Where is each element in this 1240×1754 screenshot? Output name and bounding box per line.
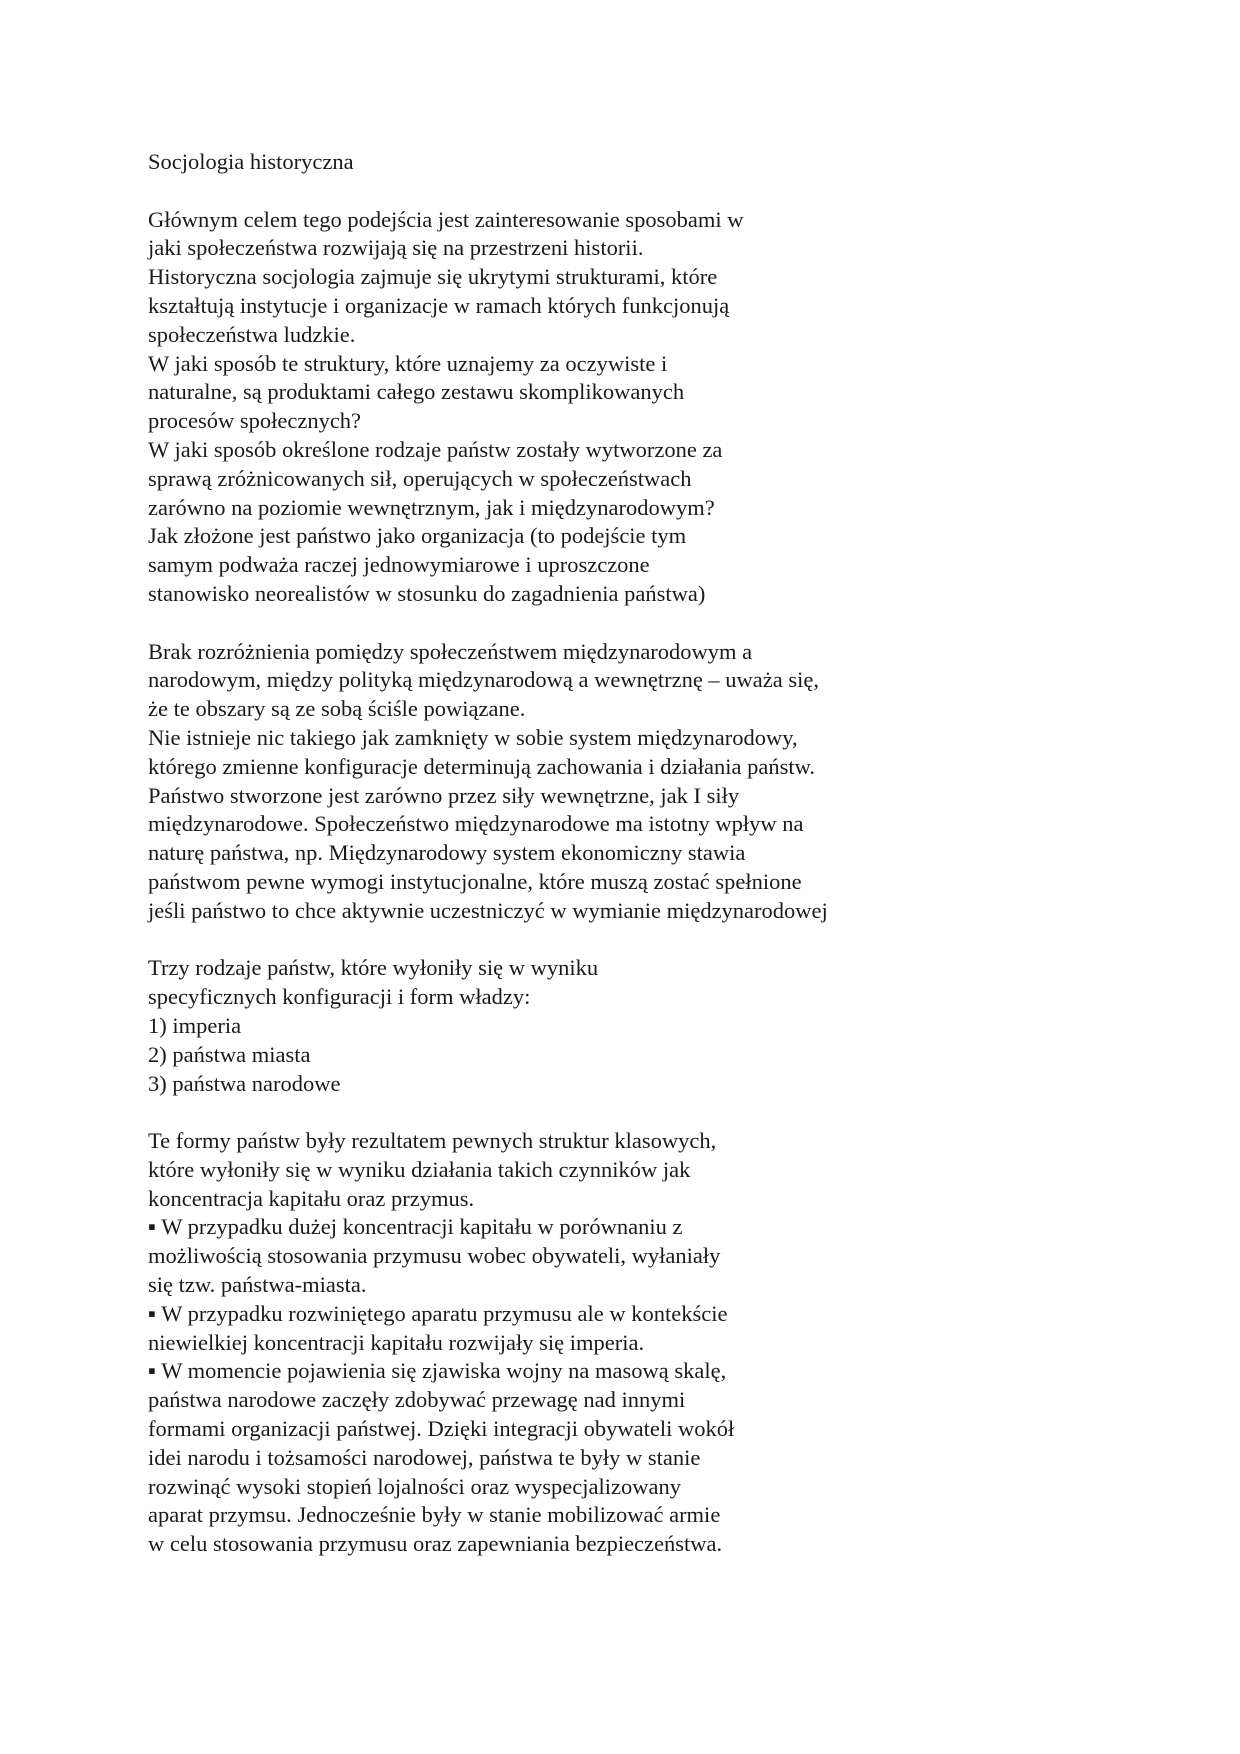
text-line: sprawą zróżnicowanych sił, operujących w społeczeństwach — [148, 465, 692, 491]
text-line: aparat przymsu. Jednocześnie były w stanie mobilizować armie — [148, 1502, 721, 1528]
text-line: rozwinąć wysoki stopień lojalności oraz wyspecjalizowany — [148, 1473, 681, 1499]
text-line: społeczeństwa ludzkie. — [148, 321, 356, 347]
paragraph-3 — [148, 954, 1148, 1098]
text-line: państwom pewne wymogi instytucjonalne, które muszą zostać spełnione — [148, 868, 802, 894]
text-line: procesów społecznych? — [148, 408, 362, 434]
list-item: 3) państwa narodowe — [148, 1070, 341, 1096]
text-line: się tzw. państwa-miasta. — [148, 1272, 367, 1298]
text-line: naturę państwa, np. Międzynarodowy system ekonomiczny stawia — [148, 840, 746, 866]
text-line: w celu stosowania przymusu oraz zapewniania bezpieczeństwa. — [148, 1531, 723, 1557]
text-line: Państwo stworzone jest zarówno przez siły wewnętrzne, jak I siły — [148, 782, 740, 808]
document-title: Socjologia historyczna — [148, 149, 354, 174]
text-line: naturalne, są produktami całego zestawu skomplikowanych — [148, 379, 685, 405]
text-line: Jak złożone jest państwo jako organizacja (to podejście tym — [148, 523, 687, 549]
text-line: Historyczna socjologia zajmuje się ukrytymi strukturami, które — [148, 264, 718, 290]
paragraph-4 — [148, 1127, 1148, 1559]
text-line: państwa narodowe zaczęły zdobywać przewagę nad innymi — [148, 1387, 686, 1413]
text-line: koncentracja kapitału oraz przymus. — [148, 1185, 475, 1211]
text-line: Głównym celem tego podejścia jest zainteresowanie sposobami w — [148, 206, 744, 232]
text-line: ▪ W momencie pojawienia się zjawiska wojny na masową skalę, — [148, 1358, 727, 1384]
paragraph-2 — [148, 638, 1148, 926]
list-item: 1) imperia — [148, 1012, 242, 1038]
text-line: kształtują instytucje i organizacje w ramach których funkcjonują — [148, 292, 730, 318]
text-line: Te formy państw były rezultatem pewnych struktur klasowych, — [148, 1128, 717, 1154]
text-line: W jaki sposób te struktury, które uznajemy za oczywiste i — [148, 350, 668, 376]
text-line: którego zmienne konfiguracje determinują zachowania i działania państw. — [148, 753, 816, 779]
text-line: narodowym, między polityką międzynarodową a wewnętrznę – uważa się, — [148, 667, 820, 693]
text-line: jeśli państwo to chce aktywnie uczestniczyć w wymianie międzynarodowej — [148, 897, 828, 923]
blank-line — [148, 926, 1148, 955]
paragraph-1 — [148, 206, 1148, 609]
text-line: idei narodu i tożsamości narodowej, państwa te były w stanie — [148, 1444, 701, 1470]
text-line: W jaki sposób określone rodzaje państw zostały wytworzone za — [148, 436, 723, 462]
text-line: możliwością stosowania przymusu wobec obywateli, wyłaniały — [148, 1243, 721, 1269]
text-line: ▪ W przypadku rozwiniętego aparatu przymusu ale w kontekście — [148, 1300, 728, 1326]
text-line: zarówno na poziomie wewnętrznym, jak i międzynarodowym? — [148, 494, 715, 520]
text-line: które wyłoniły się w wyniku działania takich czynników jak — [148, 1156, 691, 1182]
blank-line — [148, 609, 1148, 638]
text-line: Nie istnieje nic takiego jak zamknięty w sobie system międzynarodowy, — [148, 724, 798, 750]
text-line: Brak rozróżnienia pomiędzy społeczeństwem międzynarodowym a — [148, 638, 753, 664]
text-line: specyficznych konfiguracji i form władzy: — [148, 984, 531, 1010]
list-item: 2) państwa miasta — [148, 1041, 311, 1067]
text-line: niewielkiej koncentracji kapitału rozwijały się imperia. — [148, 1329, 645, 1355]
blank-line — [148, 1098, 1148, 1127]
text-line: stanowisko neorealistów w stosunku do zagadnienia państwa) — [148, 580, 706, 606]
document-page — [148, 148, 1148, 1559]
text-line: formami organizacji państwej. Dzięki integracji obywateli wokół — [148, 1416, 735, 1442]
text-line: Trzy rodzaje państw, które wyłoniły się w wyniku — [148, 955, 599, 981]
text-line: jaki społeczeństwa rozwijają się na przestrzeni historii. — [148, 235, 644, 261]
text-line: samym podważa raczej jednowymiarowe i uproszczone — [148, 552, 650, 578]
text-line: że te obszary są ze sobą ściśle powiązane. — [148, 696, 526, 722]
blank-line — [148, 177, 1148, 206]
text-line: ▪ W przypadku dużej koncentracji kapitału w porównaniu z — [148, 1214, 683, 1240]
text-line: międzynarodowe. Społeczeństwo międzynarodowe ma istotny wpływ na — [148, 811, 804, 837]
